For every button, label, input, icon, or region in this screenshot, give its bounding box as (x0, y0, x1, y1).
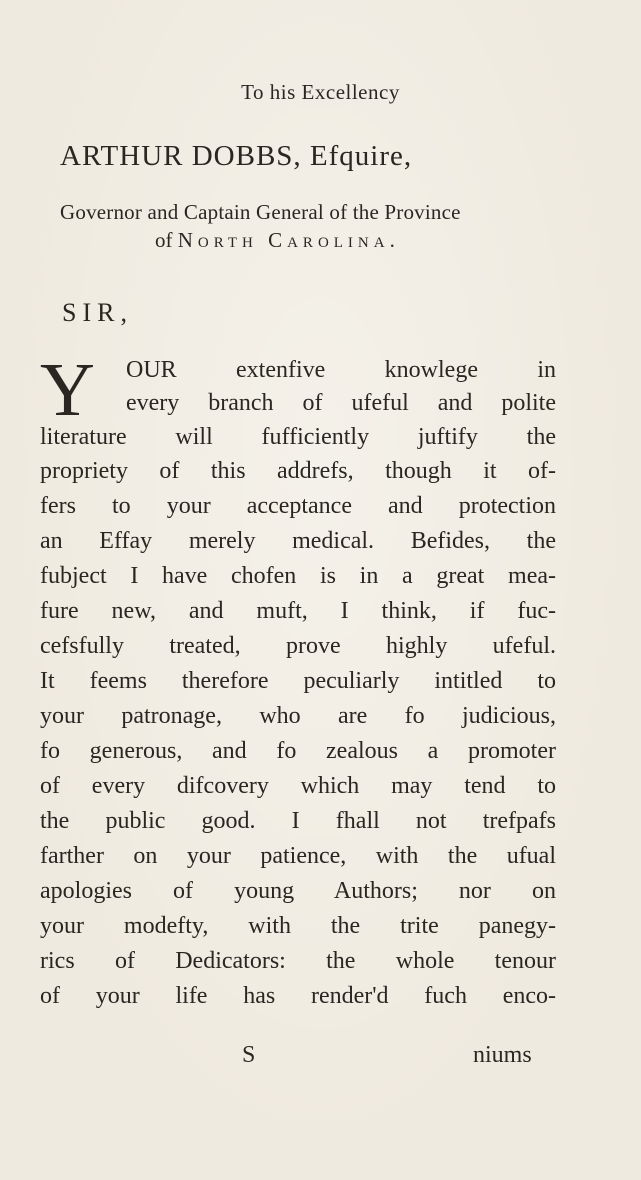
province-name: North Carolina. (177, 228, 400, 252)
body-line: apologies of young Authors; nor on (40, 878, 556, 904)
dedicatee-title-line-1: Governor and Captain General of the Province (60, 200, 461, 224)
body-line: OUR extenfive knowlege in (126, 357, 556, 383)
body-line: fure new, and muft, I think, if fuc- (40, 598, 556, 624)
drop-cap: Y (40, 348, 95, 432)
body-line: an Effay merely medical. Befides, the (40, 528, 556, 554)
body-line: literature will fufficiently juftify the (40, 424, 556, 450)
body-line: rics of Dedicators: the whole tenour (40, 948, 556, 974)
signature-mark: S (242, 1042, 256, 1068)
dedication-heading: To his Excellency (241, 80, 400, 104)
body-line: farther on your patience, with the ufual (40, 843, 556, 869)
body-line: It feems therefore peculiarly intitled to (40, 668, 556, 694)
body-line: cefsfully treated, prove highly ufeful. (40, 633, 556, 659)
salutation: SIR, (62, 298, 133, 327)
body-line: fo generous, and fo zealous a promoter (40, 738, 556, 764)
body-line: fubject I have chofen is in a great mea- (40, 563, 556, 589)
body-line: every branch of ufeful and polite (126, 390, 556, 416)
body-line: propriety of this addrefs, though it of- (40, 458, 556, 484)
body-line: your patronage, who are fo judicious, (40, 703, 556, 729)
body-line: your modefty, with the trite panegy- (40, 913, 556, 939)
body-line: fers to your acceptance and protection (40, 493, 556, 519)
dedicatee-title-line-2 (155, 228, 400, 253)
body-line: of every difcovery which may tend to (40, 773, 556, 799)
body-line: the public good. I fhall not trefpafs (40, 808, 556, 834)
dedicatee-title-prefix: of (155, 228, 178, 252)
catchword: niums (473, 1042, 532, 1068)
dedicatee-name: ARTHUR DOBBS, Efquire, (60, 140, 413, 172)
body-line: of your life has render'd fuch enco- (40, 983, 556, 1009)
